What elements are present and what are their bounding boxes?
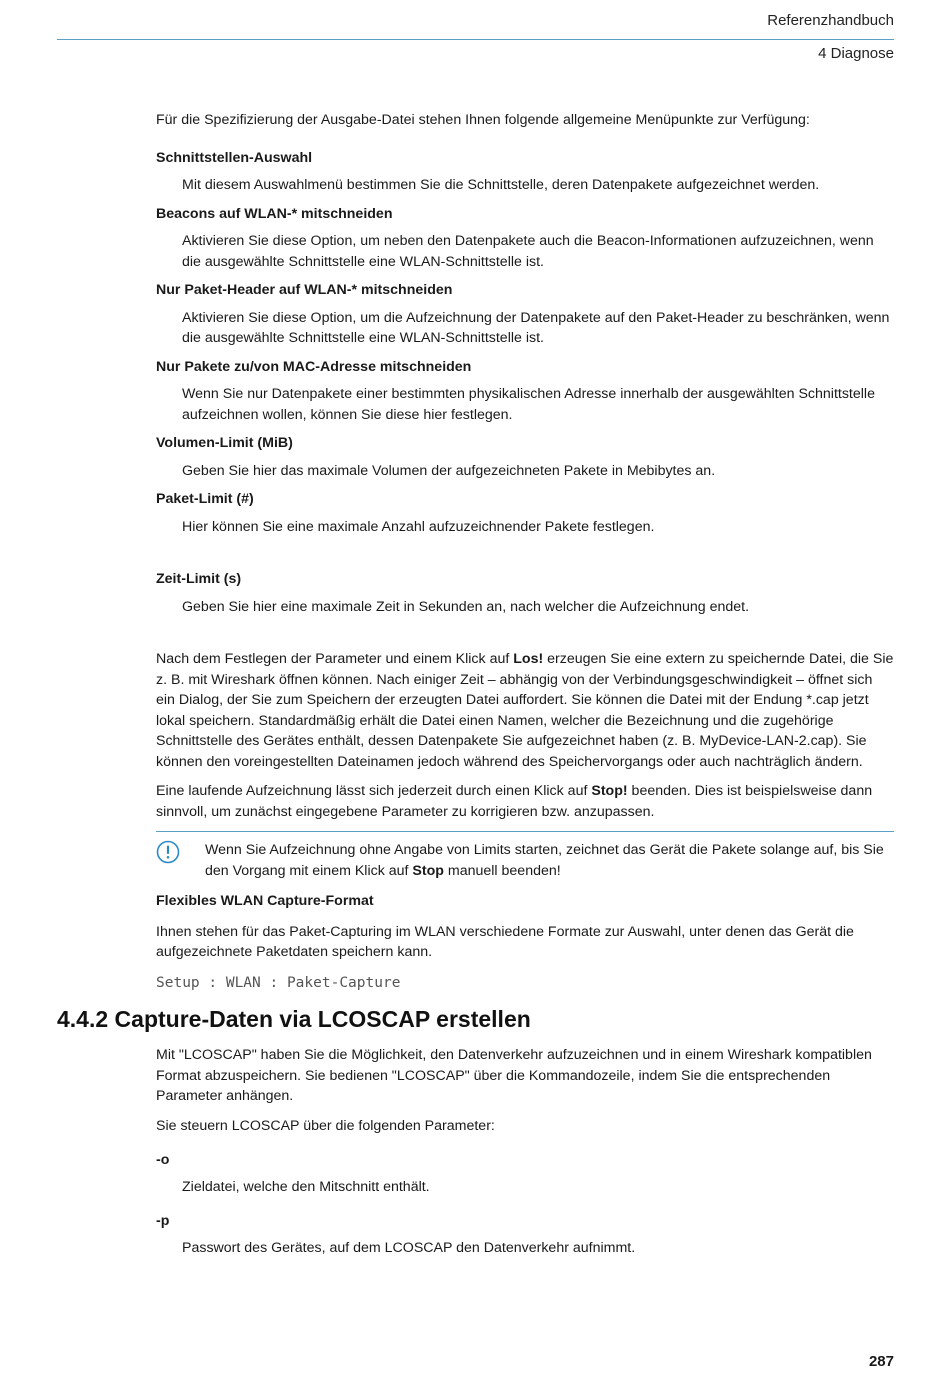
menu-path: Setup : WLAN : Paket-Capture xyxy=(156,974,401,991)
intro-paragraph: Für die Spezifizierung der Ausgabe-Datei stehen Ihnen folgende allgemeine Menüpunkte zur Verfügung: xyxy=(156,112,810,128)
option-desc-o: Zieldatei, welche den Mitschnitt enthält. xyxy=(182,1178,430,1195)
paragraph-stop-capture: Eine laufende Aufzeichnung lässt sich jederzeit durch einen Klick auf Stop! beenden. Dies ist beispielsweise dann sinnvoll, um zunächst eingegebene Parameter zu korrigieren bzw. anzupassen. xyxy=(156,783,873,820)
term-time-limit: Zeit-Limit (s) xyxy=(156,571,242,587)
option-desc-p: Passwort des Gerätes, auf dem LCOSCAP den Datenverkehr aufnimmt. xyxy=(182,1239,636,1256)
option-flag-o: -o xyxy=(156,1152,170,1168)
running-header-title: Referenzhandbuch xyxy=(767,12,894,29)
desc-mac-filter: Wenn Sie nur Datenpakete einer bestimmten physikalischen Adresse innerhalb der ausgewählten Schnittstelle aufzeichnen wollen, können Sie diese hier festlegen. xyxy=(182,386,875,423)
los-keyword: Los! xyxy=(513,651,544,667)
desc-volume-limit: Geben Sie hier das maximale Volumen der aufgezeichneten Pakete in Mebibytes an. xyxy=(182,462,716,479)
note-box xyxy=(156,831,894,881)
page-number: 287 xyxy=(868,1353,894,1370)
section-content xyxy=(156,1045,894,1266)
header-rule xyxy=(57,39,894,40)
main-content xyxy=(156,110,894,993)
desc-interface-select: Mit diesem Auswahlmenü bestimmen Sie die Schnittstelle, deren Datenpakete aufgezeichnet werden. xyxy=(182,177,820,193)
desc-packet-limit: Hier können Sie eine maximale Anzahl aufzuzeichnender Pakete festlegen. xyxy=(182,518,655,535)
note-stop-keyword: Stop xyxy=(412,862,444,879)
section-paragraph-1: Mit "LCOSCAP" haben Sie die Möglichkeit, den Datenverkehr aufzuzeichnen und in einem Wireshark kompatiblen Format abzuspeichern. Sie bedienen "LCOSCAP" über die Kommandozeile, indem Sie die entsprechenden Parameter anhängen. xyxy=(156,1047,872,1104)
flex-text: Ihnen stehen für das Paket-Capturing im WLAN verschiedene Formate zur Auswahl, unter denen das Gerät die aufgezeichnete Paketdaten speichern kann. xyxy=(156,923,854,960)
term-header-only: Nur Paket-Header auf WLAN-* mitschneiden xyxy=(156,282,453,298)
stop-keyword: Stop! xyxy=(591,783,628,799)
term-interface-select: Schnittstellen-Auswahl xyxy=(156,149,313,166)
desc-header-only: Aktivieren Sie diese Option, um die Aufzeichnung der Datenpakete auf den Paket-Header zu beschränken, wenn die ausgewählte Schnittstelle eine WLAN-Schnittstelle ist. xyxy=(182,309,890,346)
option-flag-p: -p xyxy=(156,1213,170,1229)
definition-list xyxy=(156,148,894,650)
running-header-chapter: 4 Diagnose xyxy=(818,45,894,62)
section-paragraph-2: Sie steuern LCOSCAP über die folgenden Parameter: xyxy=(156,1117,495,1134)
exclamation-circle-icon xyxy=(156,840,180,864)
paragraph-start-capture: Nach dem Festlegen der Parameter und einem Klick auf Los! erzeugen Sie eine extern zu speichernde Datei, die Sie z. B. mit Wireshark öffnen können. Nach einiger Zeit – abhängig von der Verbindungsgeschwindigkeit – öffnet sich ein Dialog, der Sie zum Speichern der erzeugten Datei auffordert. Sie können die Datei mit der Endung *.cap jetzt lokal speichern. Standardmäßig erhält die Datei einen Namen, welcher die Bezeichnung und die zugehörige Schnittstelle des Gerätes enthält, dessen Datenpakete Sie aufgezeichnet haben (z. B. MyDevice-LAN-2.cap). Sie können den voreingestellten Dateinamen jedoch während des Speichervorgangs oder auch nachträglich ändern. xyxy=(156,651,894,770)
term-volume-limit: Volumen-Limit (MiB) xyxy=(156,435,293,451)
section-heading: 4.4.2 Capture-Daten via LCOSCAP erstellen xyxy=(57,1006,531,1032)
term-mac-filter: Nur Pakete zu/von MAC-Adresse mitschneiden xyxy=(156,358,472,375)
desc-time-limit: Geben Sie hier eine maximale Zeit in Sekunden an, nach welcher die Aufzeichnung endet. xyxy=(182,598,750,615)
term-packet-limit: Paket-Limit (#) xyxy=(156,491,254,507)
note-text: Wenn Sie Aufzeichnung ohne Angabe von Limits starten, zeichnet das Gerät die Pakete solange auf, bis Sie den Vorgang mit einem Klick auf Stop manuell beenden! xyxy=(205,842,884,879)
desc-beacons: Aktivieren Sie diese Option, um neben den Datenpakete auch die Beacon-Informationen aufzuzeichnen, wenn die ausgewählte Schnittstelle eine WLAN-Schnittstelle ist. xyxy=(182,233,874,270)
term-beacons: Beacons auf WLAN-* mitschneiden xyxy=(156,205,393,222)
flex-heading: Flexibles WLAN Capture-Format xyxy=(156,893,374,909)
